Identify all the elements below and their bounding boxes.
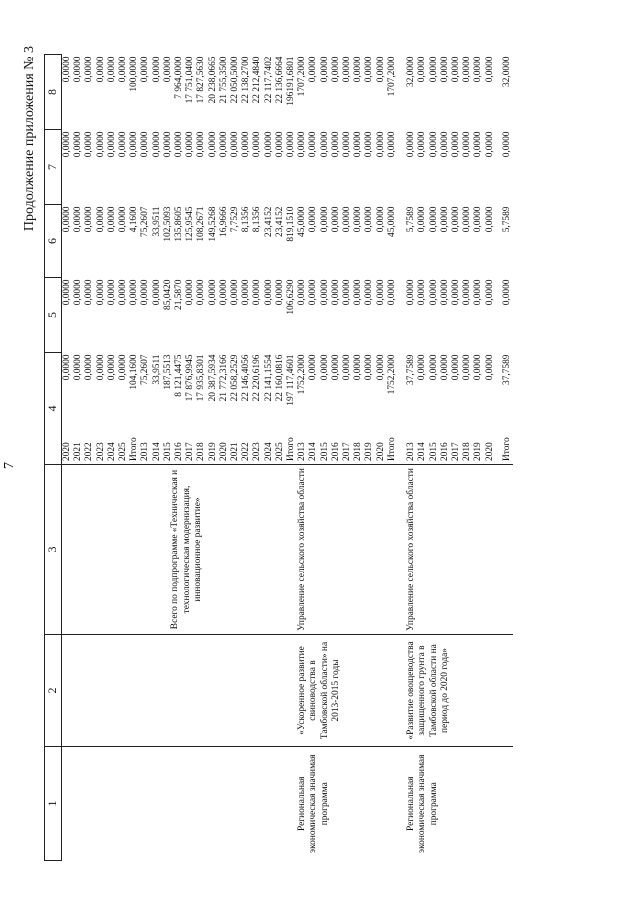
year-cell: 2020 (375, 442, 386, 461)
amount-cell: 0,0000 (185, 131, 196, 158)
amount-cell: 0,0000 (428, 354, 439, 381)
amount-cell: 0,0000 (140, 56, 151, 83)
year-cell: Итого (501, 437, 512, 461)
year-cell: 2013 (297, 442, 308, 461)
amount-cell: 0,0000 (353, 354, 364, 381)
amount-cell: 0,0000 (473, 56, 484, 83)
amount-cell: 106,6290 (286, 279, 297, 315)
spacer-cell (398, 465, 406, 635)
year-cell: 2023 (252, 442, 263, 461)
amount-cell: 0,0000 (450, 354, 461, 381)
amount-cell: 0,0000 (118, 279, 129, 306)
amount-cell: 0,0000 (73, 206, 84, 233)
amount-cell: 0,0000 (218, 131, 229, 158)
amount-cell: 0,0000 (106, 56, 117, 83)
year-cell: 2015 (319, 442, 330, 461)
amount-cell: 45,0000 (386, 206, 397, 237)
amount-cell: 0,0000 (308, 56, 319, 83)
column-number-6: 6 (45, 205, 62, 278)
amount-cell: 0,0000 (62, 131, 72, 158)
year-cell: 2022 (241, 442, 252, 461)
amount-cell: 8,1356 (252, 206, 263, 233)
amount-cell: 0,0000 (106, 131, 117, 158)
amount-cell: 0,0000 (84, 206, 95, 233)
amount-cell: 187,5513 (162, 354, 173, 390)
amount-cell: 0,0000 (375, 131, 386, 158)
amount-cell: 0,0000 (484, 131, 495, 158)
year-cell: 2013 (406, 442, 417, 461)
amount-cell: 0,0000 (439, 206, 450, 233)
year-cell: 2025 (118, 442, 129, 461)
amount-cell: 0,0000 (462, 279, 473, 306)
amount-cell: 0,0000 (129, 279, 140, 306)
year-cell: 2019 (473, 442, 484, 461)
table-row (297, 55, 308, 861)
table-row (406, 55, 417, 861)
amount-cell: 17 827,5630 (196, 56, 207, 104)
amount-cell: 0,0000 (140, 131, 151, 158)
amount-cell: 0,0000 (364, 354, 375, 381)
year-cell: 2025 (274, 442, 285, 461)
amount-cell: 0,0000 (274, 131, 285, 158)
column-number-7: 7 (45, 130, 62, 205)
amount-cell: 0,0000 (473, 354, 484, 381)
year-cell: 2016 (174, 442, 185, 461)
column-number-5: 5 (45, 278, 62, 353)
amount-cell: 0,0000 (218, 279, 229, 306)
column-number-3: 3 (45, 465, 62, 635)
amount-cell: 0,0000 (342, 354, 353, 381)
amount-cell: 0,0000 (330, 206, 341, 233)
column-number-8: 8 (45, 55, 62, 130)
amount-cell: 0,0000 (406, 131, 417, 158)
amount-cell: 0,0000 (406, 279, 417, 306)
amount-cell: 0,0000 (375, 206, 386, 233)
amount-cell: 0,0000 (353, 206, 364, 233)
amount-cell: 8,1356 (241, 206, 252, 233)
amount-cell: 0,0000 (118, 56, 129, 83)
amount-cell: 149,5268 (207, 206, 218, 242)
table-row (140, 55, 151, 861)
amount-cell: 0,0000 (241, 131, 252, 158)
amount-cell: 0,0000 (140, 279, 151, 306)
year-cell: 2015 (428, 442, 439, 461)
amount-cell: 0,0000 (207, 279, 218, 306)
amount-cell: 0,0000 (353, 279, 364, 306)
amount-cell: 0,0000 (484, 206, 495, 233)
amount-cell: 0,0000 (151, 131, 162, 158)
column-numbers-header (45, 55, 62, 861)
amount-cell: 0,0000 (286, 131, 297, 158)
year-cell: 2017 (185, 442, 196, 461)
amount-cell: 0,0000 (230, 279, 241, 306)
year-cell: 2014 (417, 442, 428, 461)
amount-cell: 0,0000 (386, 131, 397, 158)
year-cell: 2020 (62, 442, 72, 461)
amount-cell: 0,0000 (501, 279, 512, 306)
amount-cell: 0,0000 (185, 279, 196, 306)
amount-cell: 0,0000 (484, 354, 495, 381)
amount-cell: 0,0000 (174, 131, 185, 158)
amount-cell: 0,0000 (417, 354, 428, 381)
amount-cell: 0,0000 (319, 56, 330, 83)
amount-cell: 0,0000 (375, 354, 386, 381)
amount-cell: 0,0000 (428, 279, 439, 306)
amount-cell: 32,0000 (501, 56, 512, 87)
amount-cell: 1707,2000 (297, 56, 308, 97)
year-cell: 2021 (73, 442, 84, 461)
amount-cell: 0,0000 (118, 354, 129, 381)
amount-cell: 22 117,7402 (263, 56, 274, 104)
amount-cell: 0,0000 (330, 279, 341, 306)
section-column-1-text: Региональная экономическая значимая программа (406, 747, 513, 861)
amount-cell: 5,7589 (406, 206, 417, 233)
amount-cell: 0,0000 (417, 56, 428, 83)
year-cell: 2018 (353, 442, 364, 461)
amount-cell: 0,0000 (263, 131, 274, 158)
amount-cell: 0,0000 (196, 279, 207, 306)
amount-cell: 0,0000 (462, 354, 473, 381)
amount-cell: 23,4152 (274, 206, 285, 237)
year-cell: 2014 (151, 442, 162, 461)
amount-cell: 0,0000 (473, 279, 484, 306)
amount-cell: 0,0000 (462, 206, 473, 233)
year-cell: 2024 (263, 442, 274, 461)
amount-cell: 0,0000 (501, 131, 512, 158)
amount-cell: 0,0000 (106, 354, 117, 381)
amount-cell: 0,0000 (207, 131, 218, 158)
section-column-3-text: Управление сельского хозяйства области (406, 465, 513, 635)
amount-cell: 22 050,5000 (230, 56, 241, 104)
spacer-cell (398, 425, 406, 465)
amount-cell: 21 755,3500 (218, 56, 229, 104)
amount-cell: 22 141,1554 (263, 354, 274, 402)
amount-cell: 0,0000 (196, 131, 207, 158)
year-cell: 2017 (450, 442, 461, 461)
amount-cell: 0,0000 (330, 56, 341, 83)
amount-cell: 5,7589 (501, 206, 512, 233)
amount-cell: 0,0000 (473, 131, 484, 158)
amount-cell: 0,0000 (484, 279, 495, 306)
year-cell: 2023 (95, 442, 106, 461)
amount-cell: 0,0000 (62, 354, 72, 381)
amount-cell: 7 964,0000 (174, 56, 185, 99)
amount-cell: 0,0000 (428, 206, 439, 233)
amount-cell: 0,0000 (364, 206, 375, 233)
amount-cell: 102,5093 (162, 206, 173, 242)
amount-cell: 85,0420 (162, 279, 173, 310)
year-cell: Итого (129, 437, 140, 461)
amount-cell: 0,0000 (319, 279, 330, 306)
amount-cell: 17 935,8301 (196, 354, 207, 402)
amount-cell: 4,1600 (129, 206, 140, 233)
amount-cell: 0,0000 (342, 56, 353, 83)
amount-cell: 0,0000 (95, 279, 106, 306)
amount-cell: 22 212,4840 (252, 56, 263, 104)
amount-cell: 0,0000 (297, 279, 308, 306)
year-cell: 2015 (162, 442, 173, 461)
section-column-2-text (140, 635, 297, 747)
amount-cell: 0,0000 (417, 131, 428, 158)
amount-cell: 196191,6801 (286, 56, 297, 106)
amount-cell: 22 058,2529 (230, 354, 241, 402)
year-cell: 2016 (439, 442, 450, 461)
amount-cell: 0,0000 (330, 131, 341, 158)
amount-cell: 0,0000 (417, 279, 428, 306)
amount-cell: 45,0000 (297, 206, 308, 237)
amount-cell: 0,0000 (297, 131, 308, 158)
year-cell: 2014 (308, 442, 319, 461)
section-column-2-text: «Ускоренное развитие свиноводства в Тамбовской области» на 2013-2015 годы (297, 635, 398, 747)
year-cell: Итого (386, 437, 397, 461)
amount-cell: 20 238,0665 (207, 56, 218, 104)
table-row (62, 55, 74, 861)
amount-cell: 21 772,3166 (218, 354, 229, 402)
amount-cell: 125,9545 (185, 206, 196, 242)
amount-cell: 0,0000 (62, 279, 72, 306)
amount-cell: 22 136,6664 (274, 56, 285, 104)
amount-cell: 819,1510 (286, 206, 297, 242)
table-body (62, 55, 513, 861)
year-cell: 2018 (462, 442, 473, 461)
amount-cell: 0,0000 (73, 131, 84, 158)
amount-cell: 100,0000 (129, 56, 140, 92)
continuation-heading: Продолжение приложения № 3 (22, 46, 37, 232)
amount-cell: 0,0000 (439, 279, 450, 306)
amount-cell: 108,2671 (196, 206, 207, 242)
amount-cell: 1752,2000 (386, 354, 397, 395)
amount-cell: 75,2607 (140, 206, 151, 237)
amount-cell: 0,0000 (375, 56, 386, 83)
amount-cell: 0,0000 (73, 56, 84, 83)
column-numbers-row (45, 55, 62, 861)
spacer-cell (398, 278, 406, 353)
year-cell: 2020 (218, 442, 229, 461)
amount-cell: 17 751,0400 (185, 56, 196, 104)
amount-cell: 0,0000 (106, 206, 117, 233)
amount-cell: 22 138,2700 (241, 56, 252, 104)
amount-cell: 0,0000 (364, 131, 375, 158)
section-column-2-text: «Развитие овощеводства защищенного грунта в Тамбовской области на период до 2020 года» (406, 635, 513, 747)
spacer-cell (398, 635, 406, 747)
amount-cell: 0,0000 (84, 279, 95, 306)
section-column-1-text: Региональная экономическая значимая программа (297, 747, 398, 861)
amount-cell: 0,0000 (95, 56, 106, 83)
year-cell: 2019 (364, 442, 375, 461)
section-column-2-text (62, 635, 141, 747)
spacer-cell (398, 353, 406, 425)
spacer-cell (398, 747, 406, 861)
amount-cell: 16,9666 (218, 206, 229, 237)
amount-cell: 32,0000 (406, 56, 417, 87)
section-column-3-text (62, 465, 141, 635)
section-column-3-text: Всего по подпрограмме «Техническая и технологическая модернизация, инновационное развитие» (140, 465, 297, 635)
amount-cell: 37,7589 (406, 354, 417, 385)
amount-cell: 0,0000 (450, 206, 461, 233)
spacer-cell (398, 55, 406, 130)
amount-cell: 0,0000 (308, 279, 319, 306)
amount-cell: 0,0000 (95, 131, 106, 158)
amount-cell: 0,0000 (241, 279, 252, 306)
amount-cell: 1752,2000 (297, 354, 308, 395)
amount-cell: 0,0000 (439, 131, 450, 158)
amount-cell: 0,0000 (263, 279, 274, 306)
amount-cell: 8 121,4475 (174, 354, 185, 397)
amount-cell: 0,0000 (450, 131, 461, 158)
spacer-row (398, 55, 406, 861)
amount-cell: 0,0000 (84, 131, 95, 158)
year-cell: 2022 (84, 442, 95, 461)
amount-cell: 0,0000 (230, 131, 241, 158)
amount-cell: 0,0000 (274, 279, 285, 306)
amount-cell: 75,2607 (140, 354, 151, 385)
amount-cell: 0,0000 (95, 354, 106, 381)
amount-cell: 22 220,6196 (252, 354, 263, 402)
amount-cell: 0,0000 (342, 279, 353, 306)
amount-cell: 0,0000 (450, 279, 461, 306)
amount-cell: 0,0000 (308, 354, 319, 381)
budget-table (44, 54, 513, 861)
amount-cell: 17 876,9945 (185, 354, 196, 402)
amount-cell: 0,0000 (95, 206, 106, 233)
amount-cell: 0,0000 (319, 206, 330, 233)
amount-cell: 0,0000 (118, 131, 129, 158)
amount-cell: 0,0000 (375, 279, 386, 306)
year-cell: 2013 (140, 442, 151, 461)
amount-cell: 0,0000 (84, 56, 95, 83)
column-number-4: 4 (45, 353, 62, 465)
amount-cell: 0,0000 (319, 131, 330, 158)
amount-cell: 0,0000 (364, 56, 375, 83)
amount-cell: 33,9511 (151, 354, 162, 385)
year-cell: 2024 (106, 442, 117, 461)
section-column-1-text (140, 747, 297, 861)
amount-cell: 0,0000 (62, 56, 72, 83)
amount-cell: 0,0000 (118, 206, 129, 233)
section-column-1-text (62, 747, 141, 861)
year-cell: 2019 (207, 442, 218, 461)
amount-cell: 0,0000 (84, 354, 95, 381)
amount-cell: 0,0000 (428, 131, 439, 158)
amount-cell: 0,0000 (162, 56, 173, 83)
amount-cell: 33,9511 (151, 206, 162, 237)
amount-cell: 0,0000 (462, 131, 473, 158)
amount-cell: 0,0000 (386, 279, 397, 306)
amount-cell: 0,0000 (129, 131, 140, 158)
year-cell: Итого (286, 437, 297, 461)
amount-cell: 197 117,4601 (286, 354, 297, 406)
amount-cell: 0,0000 (342, 206, 353, 233)
section-column-3-text: Управление сельского хозяйства области (297, 465, 398, 635)
amount-cell: 0,0000 (450, 56, 461, 83)
amount-cell: 0,0000 (151, 56, 162, 83)
amount-cell: 0,0000 (462, 56, 473, 83)
year-cell: 2020 (484, 442, 495, 461)
amount-cell: 22 160,0816 (274, 354, 285, 402)
amount-cell: 0,0000 (353, 56, 364, 83)
amount-cell: 0,0000 (252, 131, 263, 158)
amount-cell: 0,0000 (417, 206, 428, 233)
amount-cell: 0,0000 (308, 131, 319, 158)
amount-cell: 0,0000 (73, 354, 84, 381)
amount-cell: 0,0000 (73, 279, 84, 306)
amount-cell: 0,0000 (330, 354, 341, 381)
amount-cell: 0,0000 (364, 279, 375, 306)
year-cell: 2017 (342, 442, 353, 461)
amount-cell: 0,0000 (353, 131, 364, 158)
amount-cell: 0,0000 (439, 56, 450, 83)
amount-cell: 0,0000 (162, 131, 173, 158)
amount-cell: 23,4152 (263, 206, 274, 237)
amount-cell: 0,0000 (439, 354, 450, 381)
amount-cell: 7,7529 (230, 206, 241, 233)
amount-cell: 0,0000 (151, 279, 162, 306)
amount-cell: 0,0000 (428, 56, 439, 83)
amount-cell: 0,0000 (62, 206, 72, 233)
amount-cell: 0,0000 (484, 56, 495, 83)
amount-cell: 0,0000 (106, 279, 117, 306)
spacer-cell (398, 205, 406, 278)
amount-cell: 0,0000 (342, 131, 353, 158)
amount-cell: 20 387,5934 (207, 354, 218, 402)
amount-cell: 0,0000 (319, 354, 330, 381)
year-cell: 2016 (330, 442, 341, 461)
year-cell: 2021 (230, 442, 241, 461)
column-number-1: 1 (45, 747, 62, 861)
amount-cell: 1707,2000 (386, 56, 397, 97)
amount-cell: 135,8605 (174, 206, 185, 242)
amount-cell: 0,0000 (473, 206, 484, 233)
amount-cell: 0,0000 (252, 279, 263, 306)
amount-cell: 0,0000 (308, 206, 319, 233)
amount-cell: 21,5870 (174, 279, 185, 310)
amount-cell: 104,1600 (129, 354, 140, 390)
year-cell: 2018 (196, 442, 207, 461)
column-number-2: 2 (45, 635, 62, 747)
amount-cell: 22 146,4056 (241, 354, 252, 402)
amount-cell: 37,7589 (501, 354, 512, 385)
spacer-cell (398, 130, 406, 205)
page-number: 7 (2, 462, 17, 469)
